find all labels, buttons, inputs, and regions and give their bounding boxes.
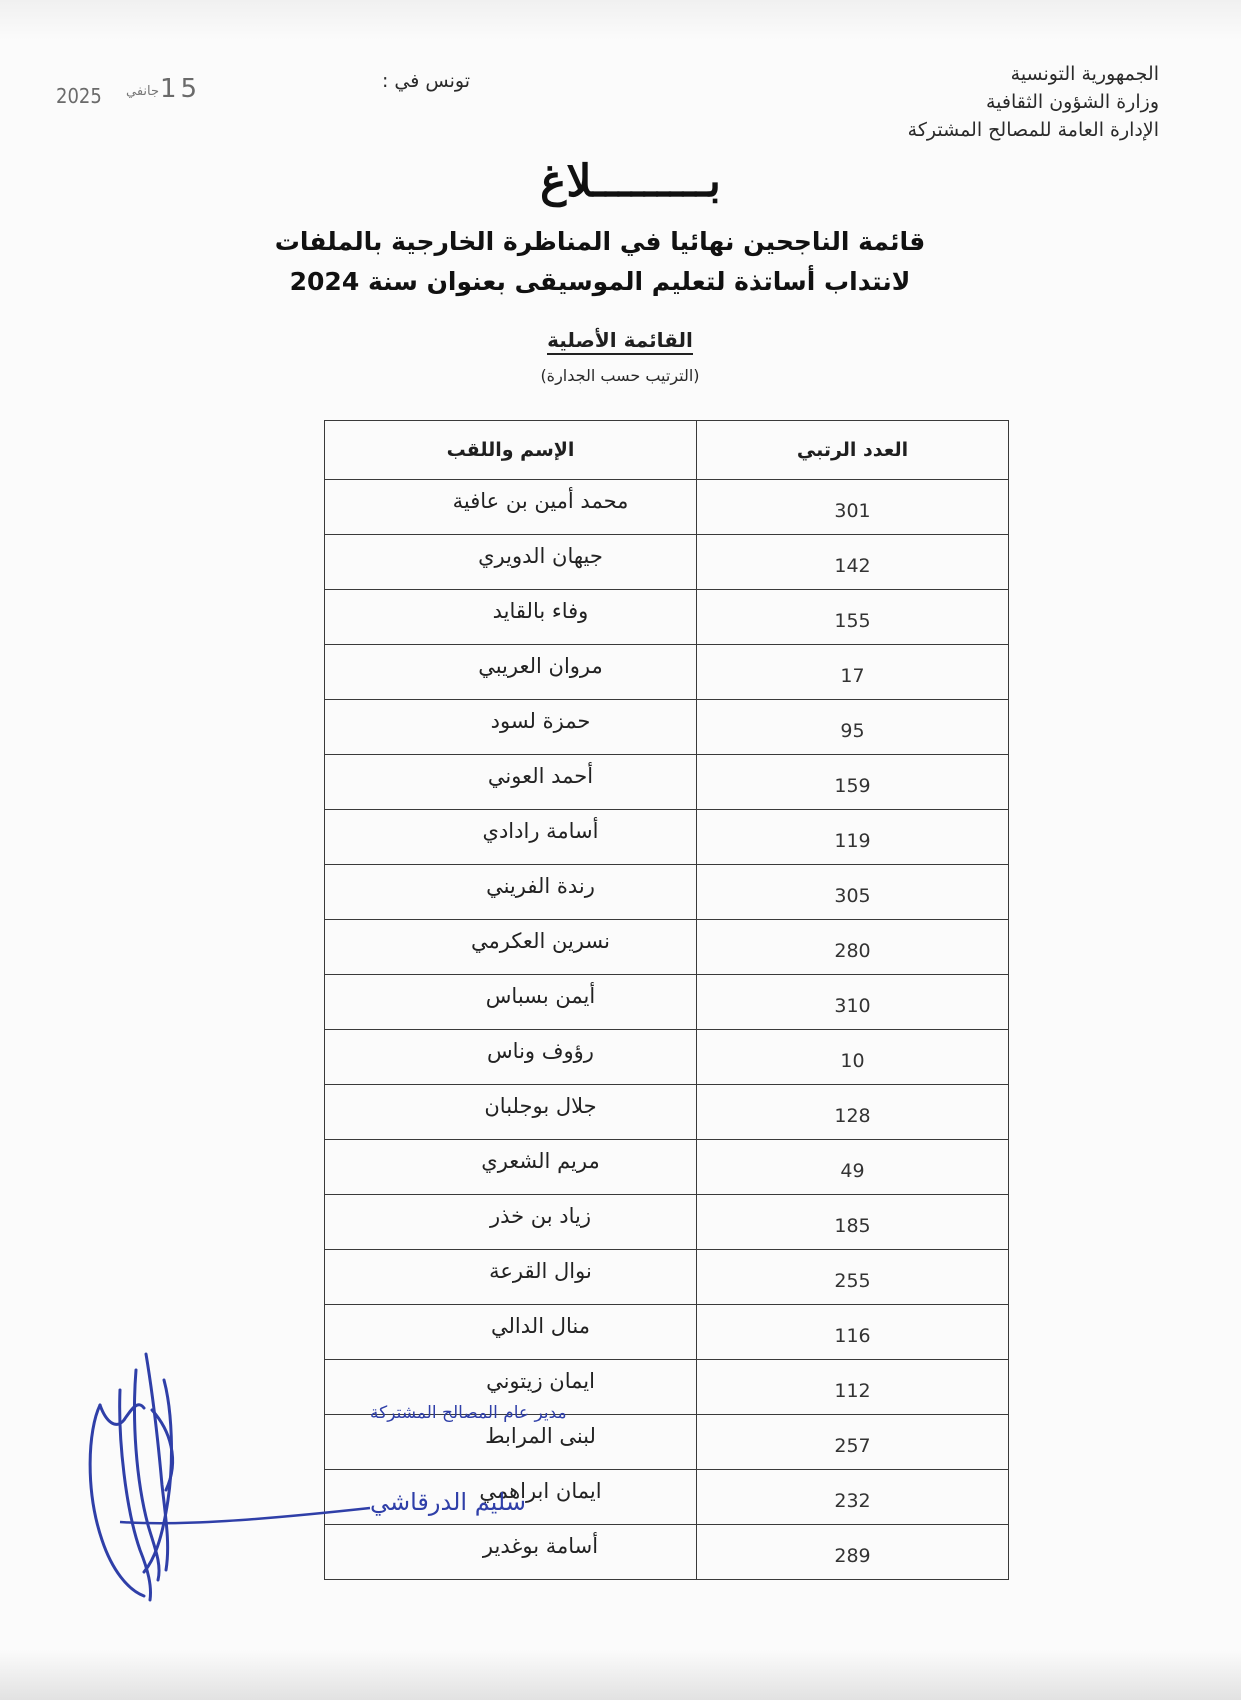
rank-number-cell [697,590,1009,645]
candidate-name-cell [325,920,697,975]
rank-number-cell [697,480,1009,535]
candidate-name-cell [325,1250,697,1305]
table-row [325,1140,1009,1195]
candidate-name: وفاء بالقايد [492,599,589,623]
rank-number: 310 [834,995,871,1017]
table-row [325,645,1009,700]
rank-number-cell [697,920,1009,975]
list-subheading: (الترتيب حسب الجدارة) [540,366,700,385]
rank-number: 155 [834,610,871,632]
rank-number: 17 [840,665,865,687]
candidate-name-cell [325,1195,697,1250]
rank-number: 10 [840,1050,865,1072]
rank-number: 128 [834,1105,871,1127]
rank-number-cell [697,645,1009,700]
org-line-republic: الجمهورية التونسية [1010,63,1159,85]
candidate-name: نسرين العكرمي [471,929,610,953]
table-row [325,1250,1009,1305]
table-row [325,700,1009,755]
candidate-name: زياد بن خذر [489,1204,592,1228]
table-row [325,590,1009,645]
place-date-label: تونس في : [381,70,470,92]
subtitle-line-2: لانتداب أساتذة لتعليم الموسيقى بعنوان سنة 2024 [289,267,911,296]
candidate-name: مروان العريبي [478,654,603,678]
signature-underline [120,1508,370,1523]
candidate-name: أيمن بسباس [485,984,596,1008]
column-header-rank: العدد الرتبي [697,421,1009,480]
rank-number: 280 [834,940,871,962]
rank-number: 49 [840,1160,865,1182]
rank-number-cell [697,1525,1009,1580]
org-line-directorate: الإدارة العامة للمصالح المشتركة [907,119,1159,141]
table-row [325,1195,1009,1250]
document-subtitle [250,222,950,302]
candidate-name: منال الدالي [491,1314,590,1338]
candidate-name-cell [325,755,697,810]
rank-number: 301 [834,500,871,522]
candidate-name: مريم الشعري [481,1149,600,1173]
candidate-name-cell [325,1085,697,1140]
rank-number-cell [697,1085,1009,1140]
rank-number-cell [697,810,1009,865]
rank-number-cell [697,1250,1009,1305]
candidate-name-cell [325,480,697,535]
rank-number: 305 [834,885,871,907]
rank-number: 116 [834,1325,871,1347]
rank-number: 255 [834,1270,871,1292]
date-stamp-month: جانفي [126,84,160,99]
table-row [325,1085,1009,1140]
table-header-row [325,421,1009,480]
table-row [325,1305,1009,1360]
candidate-name-cell [325,810,697,865]
candidate-name-cell [325,700,697,755]
candidate-name-cell [325,975,697,1030]
signature-title-text: مدير عام المصالح المشتركة [370,1403,567,1423]
table-row [325,920,1009,975]
candidate-name: أسامة بوغدير [482,1534,599,1558]
table-row [325,975,1009,1030]
table-row [325,1030,1009,1085]
title-text: بـــــــــلاغ [540,156,721,207]
candidate-name-cell [325,645,697,700]
candidate-name: جلال بوجلبان [484,1094,597,1118]
org-line-ministry: وزارة الشؤون الثقافية [985,91,1159,113]
signature-name-text: سليم الدرقاشي [370,1488,526,1516]
rank-number: 159 [834,775,871,797]
table-row [325,865,1009,920]
candidate-name: ايمان ابراهمي [479,1479,602,1503]
issuing-authority [908,60,1159,144]
rank-number-cell [697,1360,1009,1415]
candidate-name-cell [325,590,697,645]
rank-number-cell [697,1140,1009,1195]
rank-number-cell [697,1415,1009,1470]
rank-number-cell [697,975,1009,1030]
candidate-name-cell [325,535,697,590]
candidate-name: لبنى المرابط [485,1424,596,1448]
candidate-name-cell [325,1030,697,1085]
candidate-name: نوال القرعة [489,1259,592,1283]
rank-number: 257 [834,1435,871,1457]
rank-number: 232 [834,1490,871,1512]
rank-number: 95 [840,720,865,742]
list-heading [470,328,770,352]
rank-number-cell [697,535,1009,590]
table-row [325,755,1009,810]
candidate-name: أحمد العوني [487,764,594,788]
candidate-name-cell [325,1140,697,1195]
rank-number: 142 [834,555,871,577]
table-row [325,810,1009,865]
candidate-name-cell [325,865,697,920]
date-stamp [56,74,226,114]
rank-number-cell [697,1030,1009,1085]
rank-number-cell [697,755,1009,810]
date-stamp-day: 15 [160,74,202,104]
date-stamp-year: 2025 [56,84,102,108]
rank-number-cell [697,1470,1009,1525]
table-row [325,535,1009,590]
candidate-name: ايمان زيتوني [486,1369,595,1393]
document-title [0,156,1241,207]
candidate-name: محمد أمين بن عافية [452,489,629,513]
rank-number-cell [697,1195,1009,1250]
candidate-name: رؤوف وناس [487,1039,594,1063]
candidate-name: جيهان الدويري [478,544,603,568]
candidate-name: أسامة رادادي [482,819,599,843]
rank-number-cell [697,1305,1009,1360]
table-row [325,480,1009,535]
rank-number: 185 [834,1215,871,1237]
table-row [325,1525,1009,1580]
rank-number-cell [697,700,1009,755]
rank-number: 289 [834,1545,871,1567]
rank-number: 119 [834,830,871,852]
list-heading-text: القائمة الأصلية [547,328,693,355]
rank-number-cell [697,865,1009,920]
rank-number: 112 [834,1380,871,1402]
candidate-name: رندة الفريني [486,874,595,898]
column-header-name: الإسم واللقب [325,421,697,480]
candidate-name: حمزة لسود [490,709,591,733]
signature-icon [90,1354,172,1600]
subtitle-line-1: قائمة الناجحين نهائيا في المناظرة الخارجية بالملفات [274,227,926,256]
